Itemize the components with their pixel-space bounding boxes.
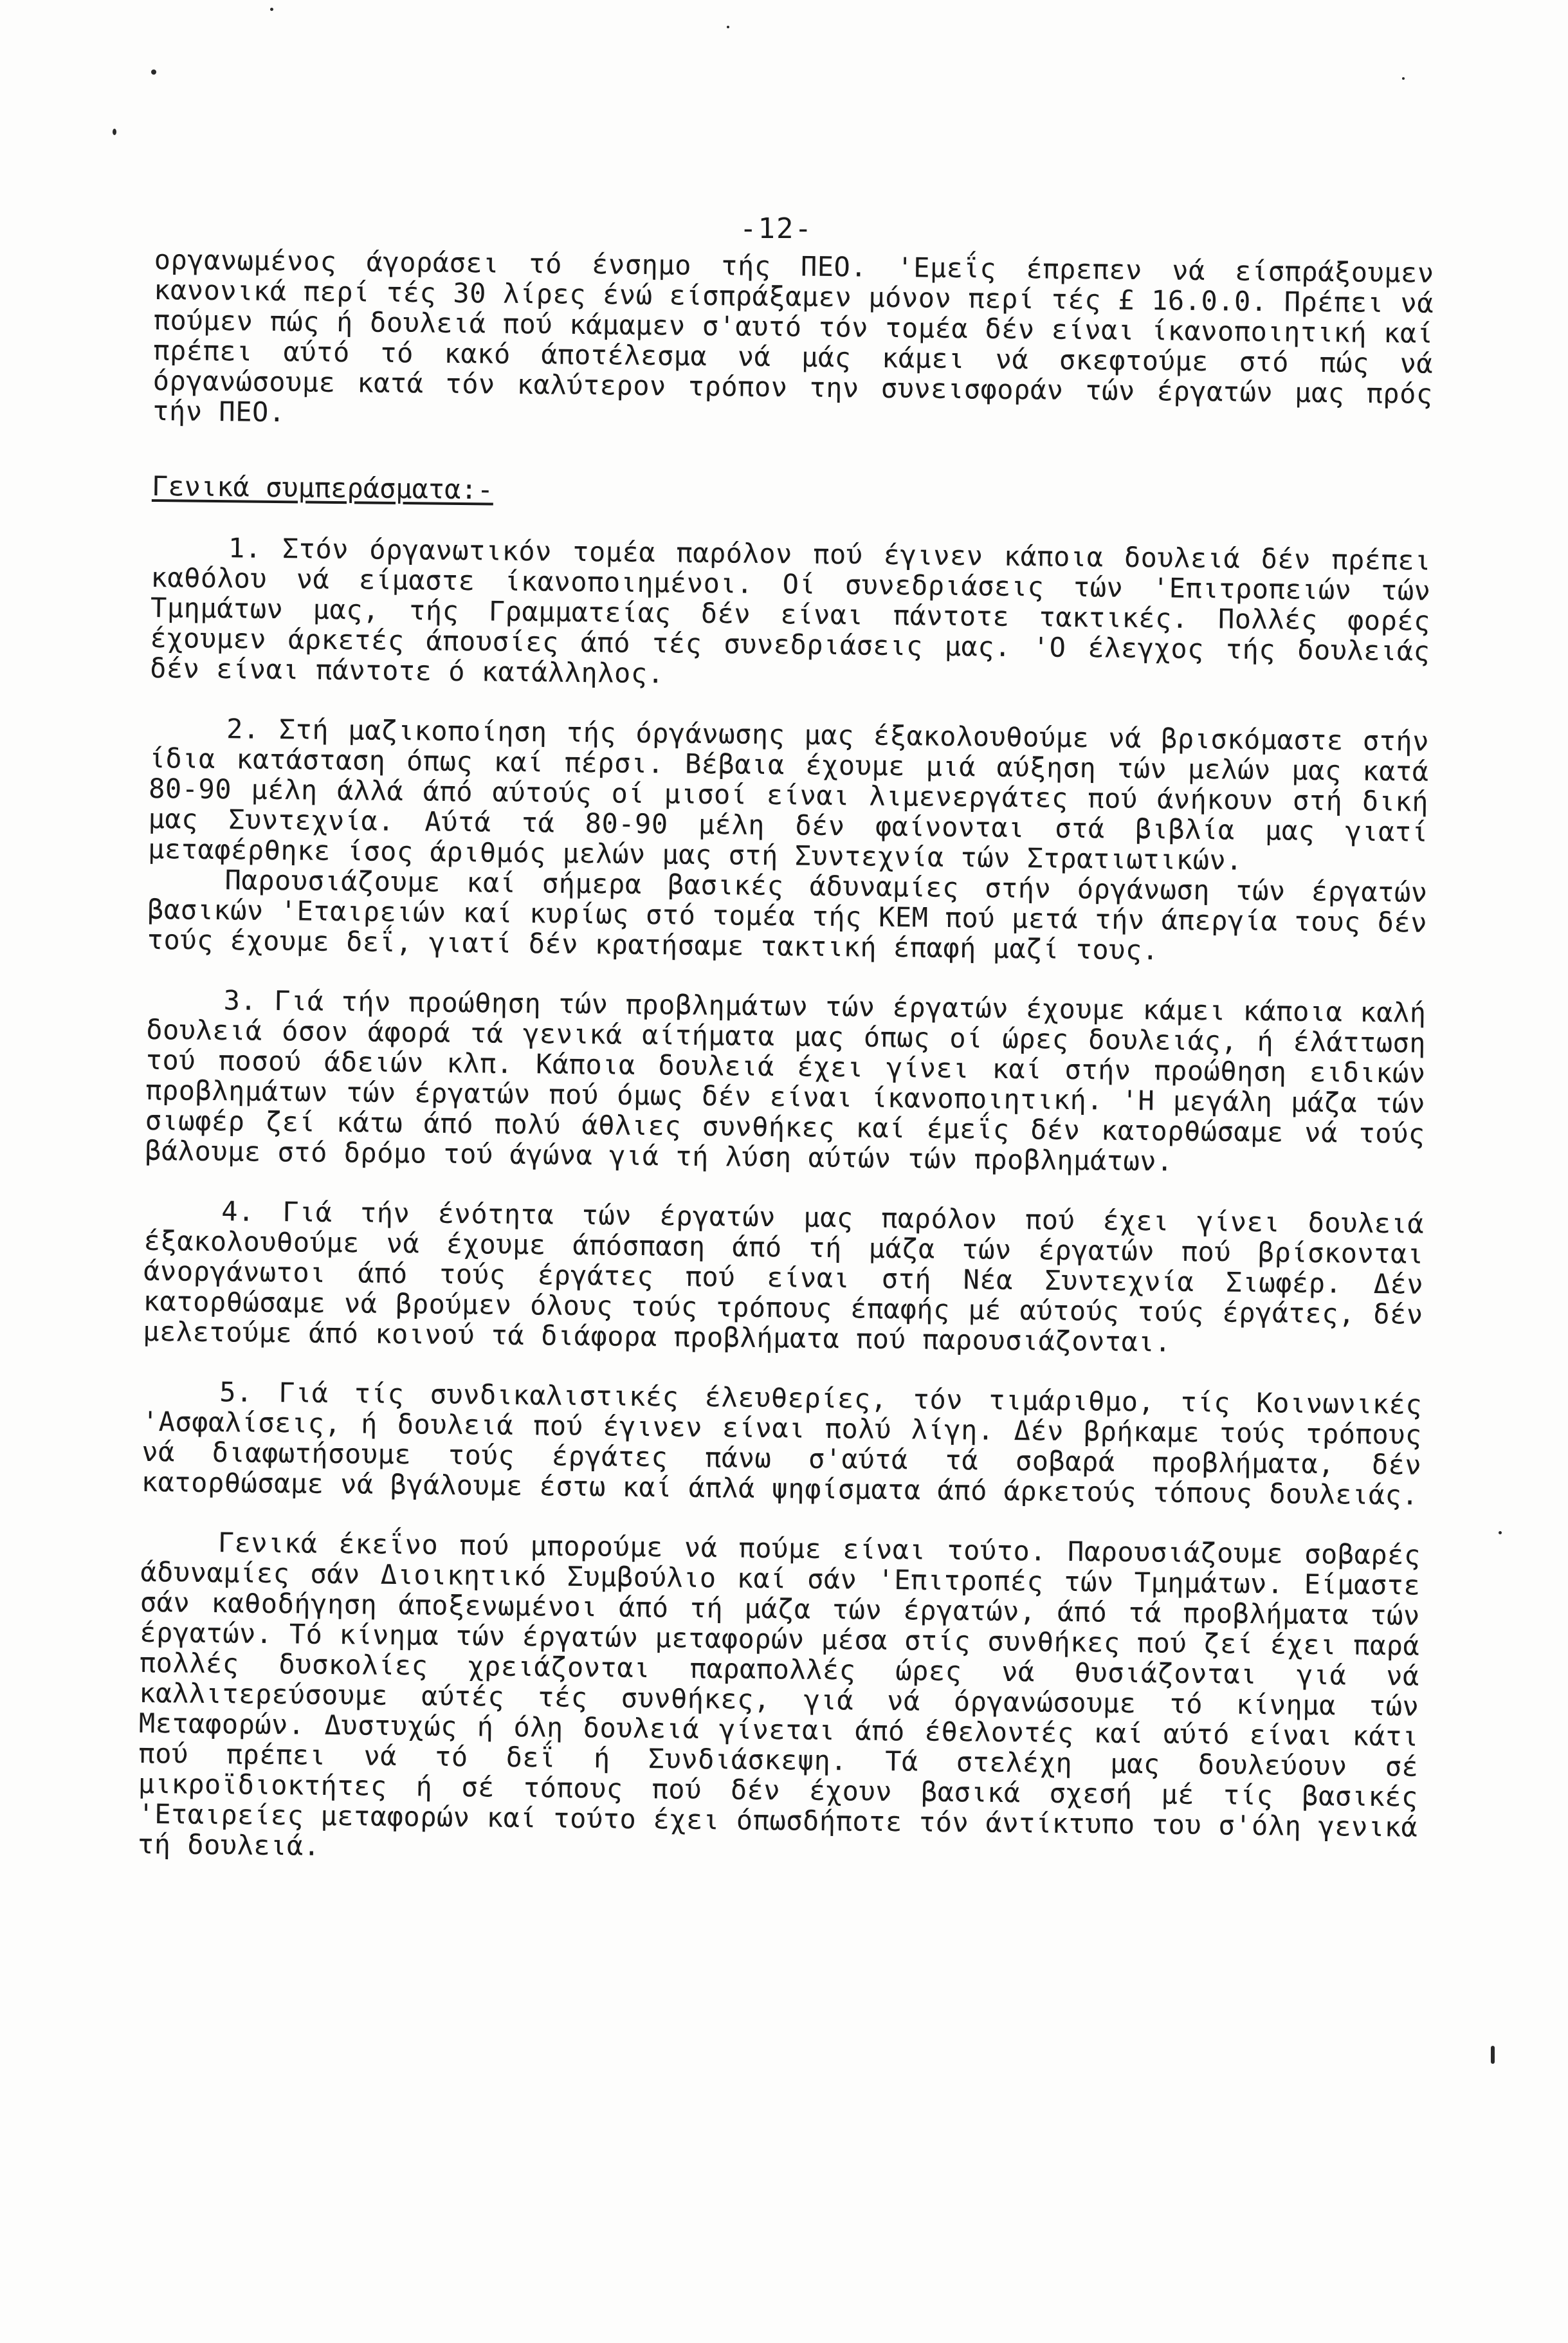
scan-speck xyxy=(727,26,729,28)
intro-paragraph: οργανωμένος άγοράσει τό ένσημο τής ΠΕΟ. 'Εμεΐς έπρεπεν νά είσπράξουμεν κανονικά περί τές 30 λίρες ένώ είσπράξαμεν μόνον περί τές £ 16.0.0. Πρέπει νά πούμεν πώς ή δουλειά πού κάμαμεν σ'αυτό τόν τομέα δέν είναι ίκανοποιητική καί πρέπει αύτό τό κακό άποτέλεσμα νά μάς κάμει νά σκεφτούμε στό πώς νά όργανώσουμε κατά τόν καλύτερον τρόπον την συνεισφοράν τών έργατών μας πρός τήν ΠΕΟ. xyxy=(152,244,1434,428)
conclusion-paragraph-2: 2. Στή μαζικοποίηση τής όργάνωσης μας έξακολουθούμε νά βρισκόμαστε στήν ίδια κατάσταση όπως καί πέρσι. Βέβαια έχουμε μιά αύξηση τών μελών μας κατά 80-90 μέλη άλλά άπό αύτούς οί μισοί είναι λιμενεργάτες πού άνήκουν στή δική μας Συντεχνία. Αύτά τά 80-90 μέλη δέν φαίνονται στά βιβλία μας γιατί μεταφέρθηκε ίσος άριθμός μελών μας στή Συντεχνία τών Στρατιωτικών. xyxy=(147,713,1430,876)
conclusion-paragraph-1: 1. Στόν όργανωτικόν τομέα παρόλον πού έγινεν κάποια δουλειά δέν πρέπει καθόλου νά είμαστε ίκανοποιημένοι. Οί συνεδριάσεις τών 'Επιτροπειών τών Τμημάτων μας, τής Γραμματείας δέν είναι πάντοτε τακτικές. Πολλές φορές έχουμεν άρκετές άπουσίες άπό τές συνεδριάσεις μας. 'Ο έλεγχος τής δουλειάς δέν είναι πάντοτε ό κατάλληλος. xyxy=(149,532,1432,690)
general-summary-paragraph: Γενικά έκεΐνο πού μπορούμε νά πούμε είναι τούτο. Παρουσιάζουμε σοβαρές άδυναμίες σάν Διοικητικό Συμβούλιο καί σάν 'Επιτροπές τών Τμημάτων. Είμαστε σάν καθοδήγηση άποξενωμένοι άπό τή μάζα τών έργατών, άπό τά προβλήματα τών έργατών. Τό κίνημα τών έργατών μεταφορών μέσα στίς συνθήκες πού ζεί έχει παρά πολλές δυσκολίες χρειάζονται παραπολλές ώρες νά θυσιάζονται γιά νά καλλιτερεύσουμε αύτές τές συνθήκες, γιά νά όργανώσουμε τό κίνημα τών Μεταφορών. Δυστυχώς ή όλη δουλειά γίνεται άπό έθελοντές καί αύτό είναι κάτι πού πρέπει νά τό δεΐ ή Συνδιάσκεψη. Τά στελέχη μας δουλεύουν σέ μικροϊδιοκτήτες ή σέ τόπους πού δέν έχουν βασικά σχεσή μέ τίς βασικές 'Εταιρείες μεταφορών καί τούτο έχει όπωσδήποτε τόν άντίκτυπο του σ'όλη γενικά τή δουλειά. xyxy=(137,1527,1421,1862)
scan-speck xyxy=(1499,1531,1502,1534)
scan-speck xyxy=(113,129,116,135)
scan-speck xyxy=(1491,2046,1495,2064)
conclusion-paragraph-3: 3. Γιά τήν προώθηση τών προβλημάτων τών έργατών έχουμε κάμει κάποια καλή δουλειά όσον άφορά τά γενικά αίτήματα μας όπως οί ώρες δουλειάς, ή έλάττωση τού ποσού άδειών κλπ. Κάποια δουλειά έχει γίνει καί στήν προώθηση ειδικών προβλημάτων τών έργατών πού όμως δέν είναι ίκανοποιητική. 'Η μεγάλη μάζα τών σιωφέρ ζεί κάτω άπό πολύ άθλιες συνθήκες καί έμεΐς δέν κατορθώσαμε νά τούς βάλουμε στό δρόμο τού άγώνα γιά τή λύση αύτών τών προβλημάτων. xyxy=(144,984,1427,1177)
conclusion-paragraph-5: 5. Γιά τίς συνδικαλιστικές έλευθερίες, τόν τιμάριθμο, τίς Κοινωνικές 'Ασφαλίσεις, ή δουλειά πού έγινεν είναι πολύ λίγη. Δέν βρήκαμε τούς τρόπους νά διαφωτήσουμε τούς έργάτες πάνω σ'αύτά τά σοβαρά προβλήματα, δέν κατορθώσαμε νά βγάλουμε έστω καί άπλά ψηφίσματα άπό άρκετούς τόπους δουλειάς. xyxy=(141,1376,1423,1511)
section-heading: Γενικά συμπεράσματα:- xyxy=(151,470,494,506)
scan-speck xyxy=(270,8,273,11)
scan-speck xyxy=(151,69,156,75)
page-number: -12- xyxy=(740,212,813,245)
conclusion-paragraph-4: 4. Γιά τήν ένότητα τών έργατών μας παρόλον πού έχει γίνει δουλειά έξακολουθούμε νά έχουμε άπόσπαση άπό τή μάζα τών έργατών πού βρίσκονται άνοργάνωτοι άπό τούς έργάτες πού είναι στή Νέα Συντεχνία Σιωφέρ. Δέν κατορθώσαμε νά βρούμεν όλους τούς τρόπους έπαφής μέ αύτούς τούς έργάτες, δέν μελετούμε άπό κοινού τά διάφορα προβλήματα πού παρουσιάζονται. xyxy=(143,1195,1425,1358)
scan-speck xyxy=(1402,77,1405,80)
document-body xyxy=(138,244,1434,1873)
conclusion-paragraph-2b: Παρουσιάζουμε καί σήμερα βασικές άδυναμίες στήν όργάνωση τών έργατών βασικών 'Εταιρειών καί κυρίως στό τομέα τής ΚΕΜ πού μετά τήν άπεργία τους δέν τούς έχουμε δεΐ, γιατί δέν κρατήσαμε τακτική έπαφή μαζί τους. xyxy=(147,864,1428,966)
